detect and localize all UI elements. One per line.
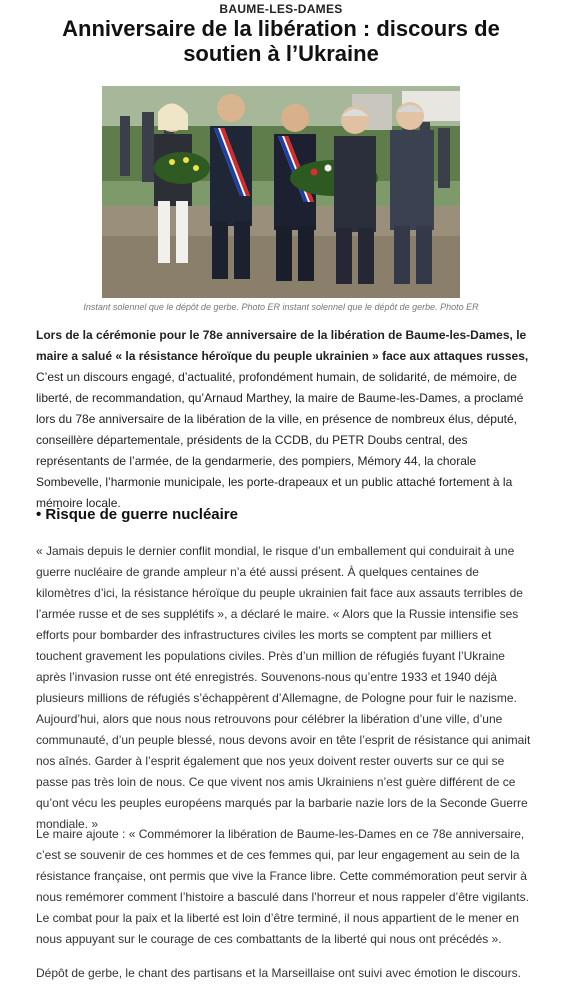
article-lede [36,325,536,514]
body-paragraph: Le maire ajoute : « Commémorer la libération de Baume-les-Dames en ce 78e anniversaire, c’est se souvenir de ces hommes et de ces femmes qui, par leur engagement au sein de la résistance française, ont permis que vive la France libre. Cette commémoration peut servir à nous remémorer comment l’histoire a basculé dans l’horreur et nous rappeler d’être vigilants. Le combat pour la paix et la liberté est loin d’être terminé, il nous appartient de le mener en nous appuyant sur le courage de ces combattants de la liberté qui nous ont précédés ». [36,827,529,946]
lede-text: C’est un discours engagé, d’actualité, profondément humain, de solidarité, de mémoire, de liberté, de recommandation, qu’Arnaud Marthey, la maire de Baume-les-Dames, a proclamé lors du 78e anniversaire de la libération de la ville, en présence de nombreux élus, député, conseillère départementale, présidents de la CCDB, du PETR Doubs central, des représentants de l’armée, de la gendarmerie, des pompiers, Mémory 44, la chorale Sombevelle, l’harmonie municipale, les porte-drapeaux et un public attaché fortement à la mémoire locale. [36,370,524,510]
body-paragraph: Dépôt de gerbe, le chant des partisans et la Marseillaise ont suivi avec émotion le discours. [36,966,521,980]
article-headline: Anniversaire de la libération : discours de soutien à l’Ukraine [62,16,500,66]
article-kicker: BAUME-LES-DAMES [219,2,343,16]
wreath-ceremony-illustration [102,86,460,298]
section-subheading: • Risque de guerre nucléaire [36,506,238,523]
article-photo [102,86,460,298]
body-paragraph: « Jamais depuis le dernier conflit mondial, le risque d’un emballement qui conduirait à une guerre nucléaire de grande ampleur n’a été aussi présent. À quelques centaines de kilomètres d’ici, la résistance héroïque du peuple ukrainien fait face aux assauts terribles de l’armée russe et de ses supplétifs », a déclaré le maire. « Alors que la Russie intensifie ses efforts pour bombarder des infrastructures civiles les morts se comptent par milliers et touchent gravement les populations civiles. Près d’un million de réfugiés fuyant l’Ukraine après l’invasion russe ont été enregistrés. Souvenons-nous qu’entre 1933 et 1940 déjà plusieurs millions de réfugiés s’échappèrent d’Allemagne, de Pologne pour fuir le nazisme. Aujourd’hui, alors que nous nous retrouvons pour célébrer la libération d’une ville, d’une communauté, d’un peuple blessé, nous devons avoir en tête l’esprit de résistance qui animait nos aînés. Garder à l’esprit également que nos yeux doivent rester ouverts sur ce qui se passe pas très loin de nous. Ce que vivent nos amis Ukrainiens n’est guère différent de ce qu’ont vécu les peuples européens marqués par la barbarie nazie lors de la Seconde Guerre mondiale. » [36,544,531,831]
photo-caption: Instant solennel que le dépôt de gerbe. Photo ER instant solennel que le dépôt de gerbe. Photo ER [83,302,479,312]
lede-bold: Lors de la cérémonie pour le 78e anniversaire de la libération de Baume-les-Dames, le maire a salué « la résistance héroïque du peuple ukrainien » face aux attaques russes, [36,328,529,363]
